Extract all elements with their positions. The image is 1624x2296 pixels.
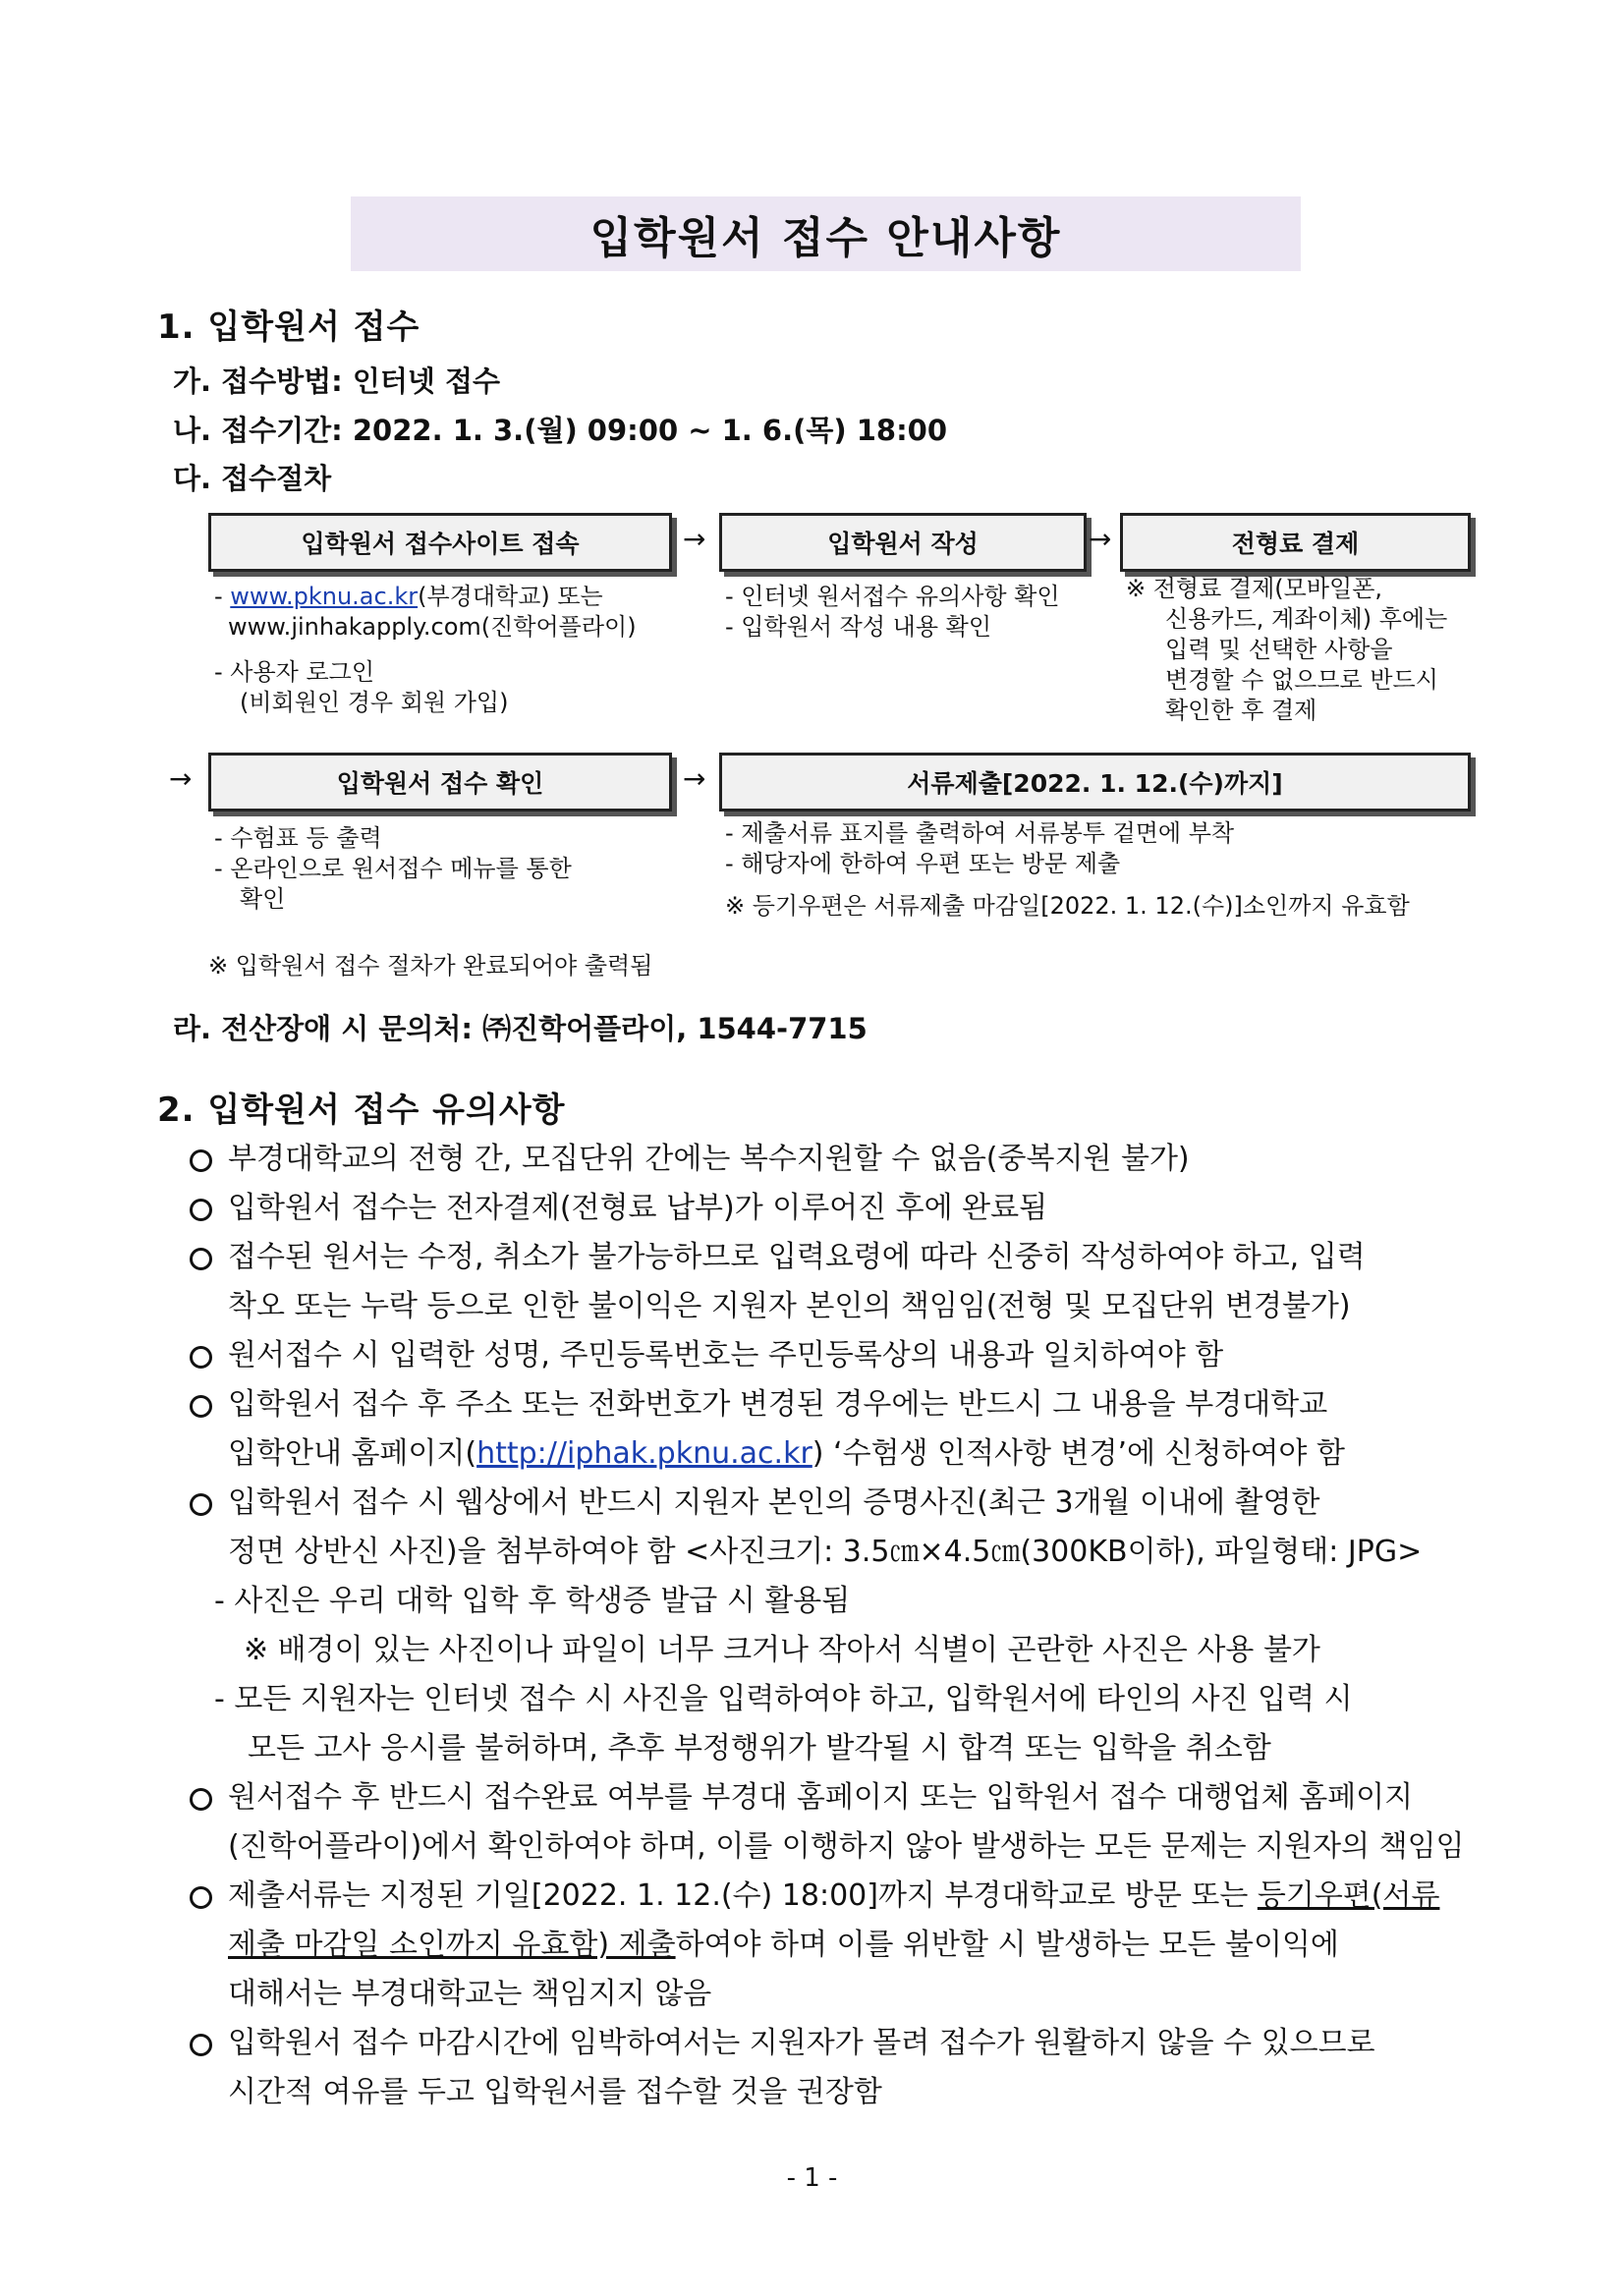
arrow-icon: → bbox=[1089, 523, 1112, 555]
arrow-icon: → bbox=[683, 523, 706, 555]
notice-item-6-sub2-line1: - 모든 지원자는 인터넷 접수 시 사진을 입력하여야 하고, 입학원서에 타인의 사진 입력 시 bbox=[214, 1682, 1353, 1716]
notice-item-6-note: ※ 배경이 있는 사진이나 파일이 너무 크거나 작아서 식별이 곤란한 사진은 사용 불가 bbox=[244, 1633, 1320, 1667]
step4-line2: - 온라인으로 원서접수 메뉴를 통한 bbox=[214, 855, 572, 882]
bullet-circle-icon bbox=[190, 1788, 212, 1811]
bullet-circle-icon bbox=[190, 1346, 212, 1369]
step3-line3: 입력 및 선택한 사항을 bbox=[1165, 636, 1393, 663]
section1-heading: 1. 입학원서 접수 bbox=[157, 308, 420, 347]
step4-line1: - 수험표 등 출력 bbox=[214, 824, 382, 852]
step3-line5: 확인한 후 결제 bbox=[1165, 697, 1317, 724]
notice-item-2: 입학원서 접수는 전자결제(전형료 납부)가 이루어진 후에 완료됨 bbox=[228, 1191, 1048, 1225]
bullet-circle-icon bbox=[190, 1493, 212, 1516]
step-site-access bbox=[208, 513, 672, 572]
step-payment-label: 전형료 결제 bbox=[1231, 530, 1360, 558]
step1-line2: www.jinhakapply.com(진학어플라이) bbox=[228, 613, 637, 641]
step-submit-documents-label: 서류제출[2022. 1. 12.(수)까지] bbox=[907, 769, 1283, 798]
bullet-circle-icon bbox=[190, 1886, 212, 1909]
contact-line: 라. 전산장애 시 문의처: ㈜진학어플라이, 1544-7715 bbox=[173, 1012, 868, 1045]
notice-item-7-line2: (진학어플라이)에서 확인하여야 하며, 이를 이행하지 않아 발생하는 모든 문제는 지원자의 책임임 bbox=[228, 1829, 1465, 1864]
notice-item-6-line2: 정면 상반신 사진)을 첨부하여야 함 <사진크기: 3.5㎝×4.5㎝(300KB이하), 파일형태: JPG> bbox=[228, 1535, 1423, 1569]
notice-item-8-line2: 제출 마감일 소인까지 유효함) 제출하여야 하며 이를 위반할 시 발생하는 모든 불이익에 bbox=[228, 1928, 1339, 1962]
bullet-circle-icon bbox=[190, 1199, 212, 1221]
step-submit-documents bbox=[719, 753, 1471, 812]
step1-line4: (비회원인 경우 회원 가입) bbox=[240, 689, 509, 716]
arrow-icon: → bbox=[169, 762, 193, 795]
notice-item-9-line1: 입학원서 접수 마감시간에 임박하여서는 지원자가 몰려 접수가 원활하지 않을 수 있으므로 bbox=[228, 2026, 1375, 2060]
notice-item-4: 원서접수 시 입력한 성명, 주민등록번호는 주민등록상의 내용과 일치하여야 함 bbox=[228, 1338, 1224, 1372]
notice-item-7-line1: 원서접수 후 반드시 접수완료 여부를 부경대 홈페이지 또는 입학원서 접수 대행업체 홈페이지 bbox=[228, 1780, 1414, 1815]
document-title: 입학원서 접수 안내사항 bbox=[351, 196, 1301, 271]
notice-item-6-line1: 입학원서 접수 시 웹상에서 반드시 지원자 본인의 증명사진(최근 3개월 이내에 촬영한 bbox=[228, 1485, 1320, 1520]
pknu-link[interactable]: www.pknu.ac.kr bbox=[230, 583, 419, 610]
step-write-form bbox=[719, 513, 1087, 572]
notice-item-6-sub2-line2: 모든 고사 응시를 불허하며, 추후 부정행위가 발각될 시 합격 또는 입학을 취소함 bbox=[248, 1731, 1271, 1765]
arrow-icon: → bbox=[683, 762, 706, 795]
bullet-circle-icon bbox=[190, 1149, 212, 1172]
step1-line1: - www.pknu.ac.kr(부경대학교) 또는 bbox=[214, 583, 603, 610]
step2-line2: - 입학원서 작성 내용 확인 bbox=[725, 613, 992, 641]
step-site-access-label: 입학원서 접수사이트 접속 bbox=[301, 530, 580, 558]
step4-line3: 확인 bbox=[240, 885, 286, 913]
bullet-circle-icon bbox=[190, 1395, 212, 1418]
notice-item-3-line2: 착오 또는 누락 등으로 인한 불이익은 지원자 본인의 책임임(전형 및 모집단위 변경불가) bbox=[228, 1289, 1351, 1323]
iphak-link[interactable]: http://iphak.pknu.ac.kr bbox=[476, 1436, 812, 1471]
print-note: ※ 입학원서 접수 절차가 완료되어야 출력됨 bbox=[208, 952, 653, 980]
step5-line1: - 제출서류 표지를 출력하여 서류봉투 겉면에 부착 bbox=[725, 819, 1235, 847]
period-line: 나. 접수기간: 2022. 1. 3.(월) 09:00 ~ 1. 6.(목) 18:00 bbox=[173, 414, 948, 447]
step-write-form-label: 입학원서 작성 bbox=[827, 530, 979, 558]
method-line: 가. 접수방법: 인터넷 접수 bbox=[173, 364, 501, 398]
notice-item-6-sub1: - 사진은 우리 대학 입학 후 학생증 발급 시 활용됨 bbox=[214, 1584, 851, 1618]
notice-item-3-line1: 접수된 원서는 수정, 취소가 불가능하므로 입력요령에 따라 신중히 작성하여야 하고, 입력 bbox=[228, 1240, 1366, 1274]
step1-line3: - 사용자 로그인 bbox=[214, 658, 375, 686]
step2-line1: - 인터넷 원서접수 유의사항 확인 bbox=[725, 583, 1060, 610]
page-number: - 1 - bbox=[786, 2163, 838, 2193]
step-confirm-label: 입학원서 접수 확인 bbox=[336, 769, 544, 798]
bullet-circle-icon bbox=[190, 2034, 212, 2056]
notice-item-1: 부경대학교의 전형 간, 모집단위 간에는 복수지원할 수 없음(중복지원 불가) bbox=[228, 1142, 1190, 1176]
notice-item-9-line2: 시간적 여유를 두고 입학원서를 접수할 것을 권장함 bbox=[228, 2075, 882, 2109]
step3-line4: 변경할 수 없으므로 반드시 bbox=[1165, 666, 1438, 694]
notice-item-8-line3: 대해서는 부경대학교는 책임지지 않음 bbox=[228, 1977, 712, 2011]
notice-item-8-line1: 제출서류는 지정된 기일[2022. 1. 12.(수) 18:00]까지 부경대학교로 방문 또는 등기우편(서류 bbox=[228, 1878, 1440, 1913]
step-payment bbox=[1120, 513, 1471, 572]
notice-item-5-line1: 입학원서 접수 후 주소 또는 전화번호가 변경된 경우에는 반드시 그 내용을 부경대학교 bbox=[228, 1387, 1328, 1422]
notice-item-5-line2: 입학안내 홈페이지(http://iphak.pknu.ac.kr) ‘수험생 인적사항 변경’에 신청하여야 함 bbox=[228, 1436, 1345, 1471]
step3-line2: 신용카드, 계좌이체) 후에는 bbox=[1165, 605, 1448, 633]
bullet-circle-icon bbox=[190, 1248, 212, 1270]
step3-line1: ※ 전형료 결제(모바일폰, bbox=[1126, 575, 1383, 602]
step-confirm bbox=[208, 753, 672, 812]
step5-line2: - 해당자에 한하여 우편 또는 방문 제출 bbox=[725, 850, 1121, 877]
step5-line3: ※ 등기우편은 서류제출 마감일[2022. 1. 12.(수)]소인까지 유효함 bbox=[725, 892, 1410, 920]
procedure-heading: 다. 접수절차 bbox=[173, 462, 332, 495]
section2-heading: 2. 입학원서 접수 유의사항 bbox=[157, 1091, 566, 1130]
